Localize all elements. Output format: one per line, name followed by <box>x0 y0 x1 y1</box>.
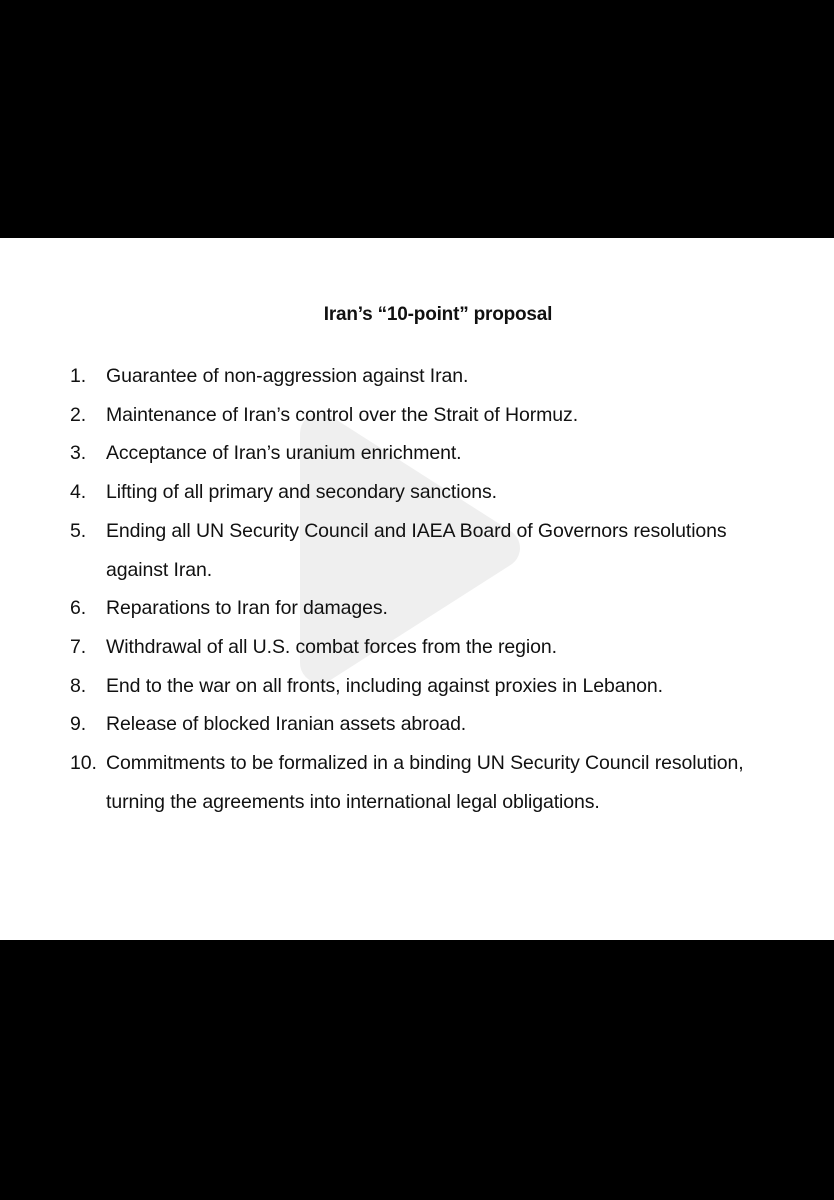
list-item <box>70 667 790 706</box>
item-text: Release of blocked Iranian assets abroad. <box>106 713 467 736</box>
document-page <box>0 238 834 940</box>
item-number: 6. <box>70 597 87 620</box>
item-text: Acceptance of Iran’s uranium enrichment. <box>106 442 462 465</box>
top-letterbox <box>0 0 834 238</box>
list-item <box>70 473 790 512</box>
item-text: End to the war on all fronts, including against proxies in Lebanon. <box>106 674 663 697</box>
list-item <box>70 512 790 589</box>
item-number: 9. <box>70 713 87 736</box>
item-text: Guarantee of non-aggression against Iran. <box>106 365 469 387</box>
proposal-list <box>70 357 790 821</box>
item-text: Withdrawal of all U.S. combat forces from the region. <box>106 635 557 658</box>
list-item <box>70 628 790 667</box>
item-number: 2. <box>70 403 87 426</box>
list-item <box>70 705 790 744</box>
list-item <box>70 744 790 821</box>
list-item <box>70 589 790 628</box>
item-number: 7. <box>70 635 87 658</box>
item-number: 5. <box>70 519 87 542</box>
list-item <box>70 357 790 396</box>
document-title: Iran’s “10-point” proposal <box>323 304 553 325</box>
item-text: Reparations to Iran for damages. <box>106 597 388 620</box>
item-text: Commitments to be formalized in a binding UN Security Council resolution, turning the agreements into international legal obligations. <box>106 752 744 813</box>
list-item <box>70 434 790 473</box>
bottom-letterbox <box>0 940 834 1200</box>
item-number: 8. <box>70 674 87 697</box>
item-number: 1. <box>70 365 87 387</box>
item-text: Lifting of all primary and secondary sanctions. <box>106 481 497 504</box>
item-text: Ending all UN Security Council and IAEA Board of Governors resolutions against Iran. <box>106 519 727 581</box>
list-item <box>70 396 790 435</box>
item-number: 4. <box>70 481 87 504</box>
item-text: Maintenance of Iran’s control over the Strait of Hormuz. <box>106 403 579 426</box>
item-number: 3. <box>70 442 87 465</box>
item-number: 10. <box>70 752 97 775</box>
